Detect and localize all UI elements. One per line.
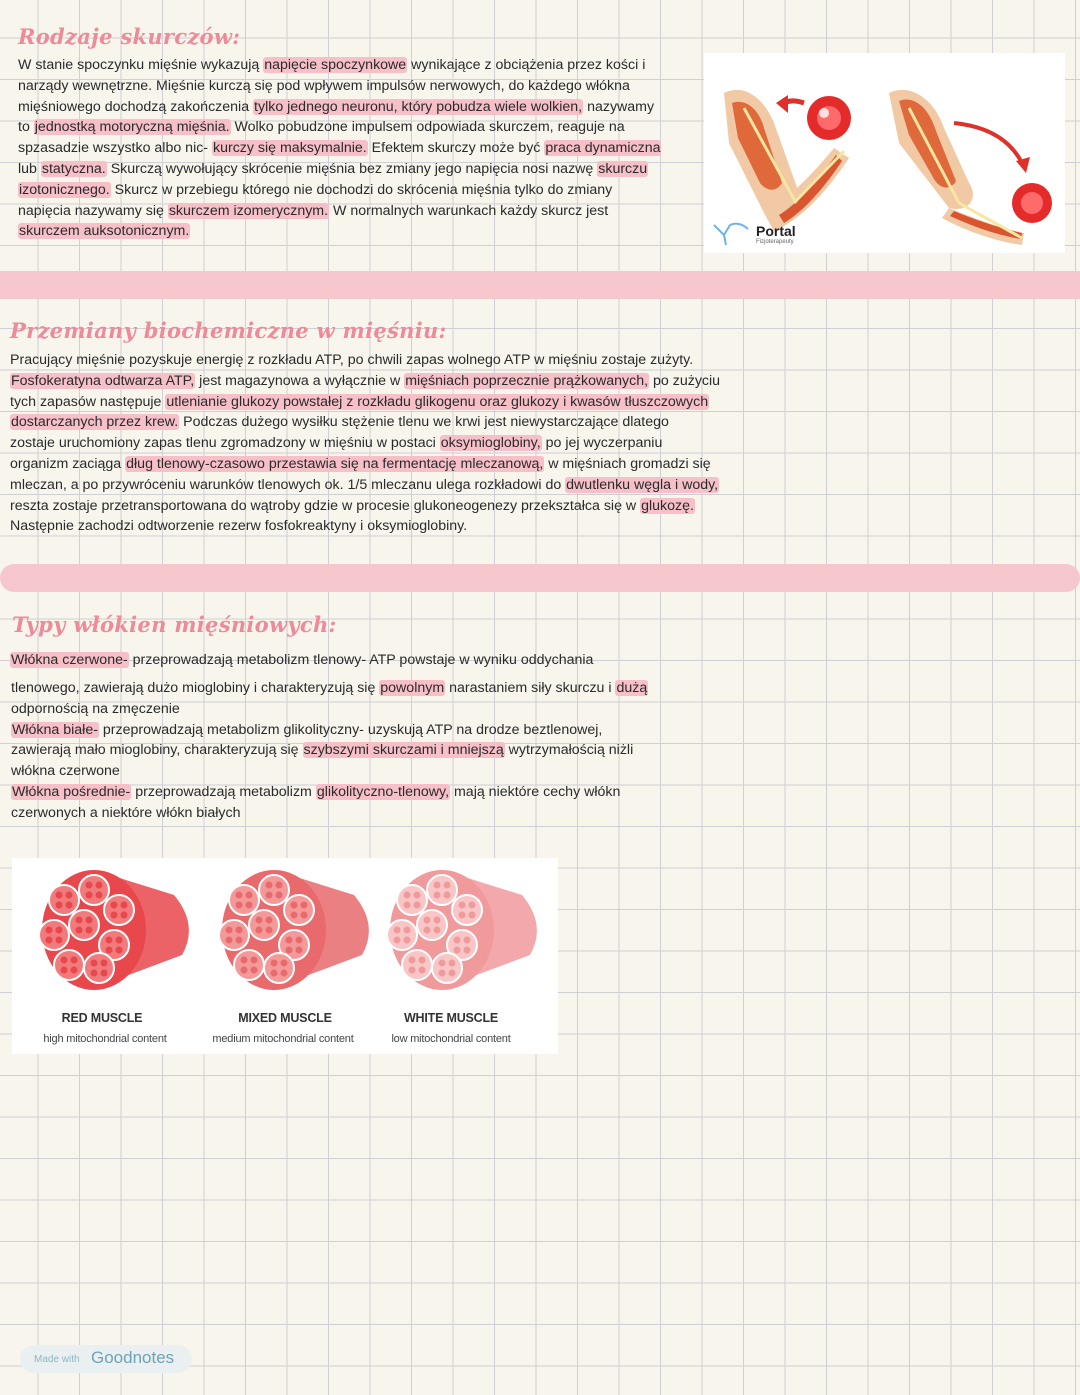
text-span: Następnie zachodzi odtworzenie rezerw fosfokreaktyny i oksymioglobiny. [10,518,468,535]
section-heading-typy-wlokien: Typy włókien mięśniowych: [12,612,337,637]
text-line [18,117,698,138]
text-span: wytrzymałością niżli [504,742,634,759]
text-line [18,97,698,118]
text-span: spzasadzie wszystko albo nic- [18,140,212,157]
paragraph-przemiany [10,350,770,537]
text-line [10,392,770,413]
paragraph-typy-first-line [10,650,710,671]
red-muscle-caption: high mitochondrial content [43,1033,167,1045]
text-span: organizm zaciąga [10,455,126,472]
text-span: Efektem skurczy może być [367,140,545,157]
text-line [10,412,770,433]
text-span: wynikające z obciążenia przez kości i [407,57,646,73]
highlighted-text: dwutlenku węgla i wody, [566,476,719,493]
highlighted-text: praca dynamiczna [545,140,661,157]
mixed-muscle-caption: medium mitochondrial content [212,1033,354,1045]
highlighted-text: dług tlenowy-czasowo przestawia się na fermentację mleczanową, [126,455,544,472]
text-span: włókna czerwone [11,763,120,780]
muscle-bundle-2 [387,870,537,990]
portal-logo-subtext: Fizjoterapeuty [756,239,794,245]
highlighted-text: tylko jednego neuronu, który pobudza wiele wolkien, [254,98,583,115]
highlighted-text: mięśniach poprzecznie prążkowanych, [405,372,649,389]
text-span: jest magazynowa a wyłącznie w [195,372,405,389]
text-span: nazywamy [583,98,655,115]
divider-band-1 [0,271,1080,299]
white-muscle-caption: low mitochondrial content [391,1033,511,1045]
paragraph-skurcze [18,55,698,242]
text-span: czerwonych a niektóre włókn białych [11,804,241,821]
text-line [18,180,698,201]
highlighted-text: statyczna. [41,160,106,177]
text-span: lub [18,160,41,177]
text-span: Skurcz w przebiegu którego nie dochodzi do skrócenia mięśnia tylko do zmiany [110,181,613,198]
text-line [18,201,698,222]
highlighted-text: skurczem izomerycznym. [168,202,329,219]
highlighted-text: izotonicznego. [19,181,110,198]
text-span: zawierają mało mioglobiny, charakteryzują się [11,742,303,759]
text-line [10,371,770,392]
text-span: mleczan, a po przywróceniu warunków tlenowych ok. 1/5 mleczanu ulega rozkładowi do [10,476,566,493]
text-line [11,699,711,720]
text-span: przeprowadzają metabolizm [131,783,316,800]
text-line [11,740,711,761]
highlighted-text: dostarczanych przez krew. [11,414,179,431]
text-line [10,516,770,537]
text-span: po zużyciu [649,372,721,389]
made-with-goodnotes-badge[interactable] [20,1345,192,1373]
highlighted-text: glukozę. [641,497,694,514]
text-line [11,803,711,824]
text-line [11,782,711,803]
text-line [18,138,698,159]
highlighted-text: skurczu [598,160,648,177]
text-span: napięcia nazywamy się [18,202,168,219]
highlighted-text: Fosfokeratyna odtwarza ATP, [11,372,195,389]
white-muscle-title: WHITE MUSCLE [403,1011,499,1025]
text-line [10,454,770,475]
text-line [10,350,770,371]
text-line [10,433,770,454]
highlighted-text: glikolityczno-tlenowy, [316,783,450,800]
text-line [11,761,711,782]
highlighted-text: jednostką motoryczną mięśnia. [34,119,230,136]
text-span: po jej wyczerpaniu [541,435,663,452]
text-span: to [18,119,34,136]
text-line [10,475,770,496]
text-line [18,76,698,97]
text-span: Skurczą wywołujący skrócenie mięśnia bez zmiany jego napięcia nosi nazwę [106,160,598,177]
highlighted-text: Włókna białe- [12,721,98,738]
goodnotes-brand: Goodnotes [91,1348,175,1367]
highlighted-text: dużą [616,680,648,696]
paragraph-typy-wlokien [11,678,711,824]
section-heading-przemiany: Przemiany biochemiczne w mięśniu: [10,318,447,343]
mixed-muscle-title: MIXED MUSCLE [238,1011,332,1025]
text-span: zostaje uruchomiony zapas tlenu zgromadzony w mięśniu w postaci [10,435,440,452]
text-span: Pracujący mięśnie pozyskuje energię z rozkładu ATP, po chwili zapas wolnego ATP w mięśniu zostaje zużyty. [10,352,694,368]
section-heading-skurcze: Rodzaje skurczów: [18,24,241,49]
divider-band-2 [0,564,1080,592]
text-line [11,720,711,741]
arm-flexion-image [704,53,1065,253]
text-span: odpornością na zmęczenie [11,700,180,717]
muscle-types-image [12,858,558,1054]
text-line [11,678,711,699]
text-line [10,650,710,671]
text-span: tlenowego, zawierają dużo mioglobiny i charakteryzują się [11,680,380,696]
highlighted-text: powolnym [380,680,445,696]
highlighted-text: Włókna pośrednie- [12,783,131,800]
text-line [10,496,770,517]
text-span: narastaniem siły skurczu i [445,680,616,696]
text-span: Podczas dużego wysiłku stężenie tlenu we krwi jest niewystarczające dlatego [179,414,669,431]
highlighted-text: szybszymi skurczami i mniejszą [303,742,504,759]
text-span: reszta zostaje przetransportowana do wątroby gdzie w procesie glukoneogenezy przekształca się w [10,497,641,514]
text-line [18,221,698,242]
text-span: Wolko pobudzone impulsem odpowiada skurczem, reaguje na [230,119,625,136]
text-span: przeprowadzają metabolizm glikolityczny- uzyskują ATP na drodze beztlenowej, [98,721,603,738]
made-with-label: Made with [34,1354,80,1365]
text-span: przeprowadzają metabolizm tlenowy- ATP powstaje w wyniku oddychania [128,652,594,668]
highlighted-text: napięcie spoczynkowe [264,57,407,73]
highlighted-text: utlenianie glukozy powstałej z rozkładu glikogenu oraz glukozy i kwasów tłuszczowych [166,393,709,410]
highlighted-text: Włókna czerwone- [11,652,128,668]
text-span: w mięśniach gromadzi się [544,455,711,472]
portal-logo-text: Portal [756,223,796,239]
muscle-bundle-1 [219,870,369,990]
text-span: mięśniowego dochodzą zakończenia [18,98,254,115]
text-span: W stanie spoczynku mięśnie wykazują [18,57,264,73]
text-span: tych zapasów następuje [10,393,166,410]
text-span: narządy wewnętrzne. Mięśnie kurczą się pod wpływem impulsów nerwowych, do każdego włókna [18,77,630,94]
text-line [18,159,698,180]
text-span: mają niektóre cechy włókn [450,783,621,800]
text-span: W normalnych warunkach każdy skurcz jest [329,202,609,219]
highlighted-text: skurczem auksotonicznym. [19,223,190,240]
muscle-bundle-0 [39,870,189,990]
highlighted-text: kurczy się maksymalnie. [212,140,367,157]
highlighted-text: oksymioglobiny, [440,435,541,452]
red-muscle-title: RED MUSCLE [61,1011,143,1025]
text-line [18,55,698,76]
